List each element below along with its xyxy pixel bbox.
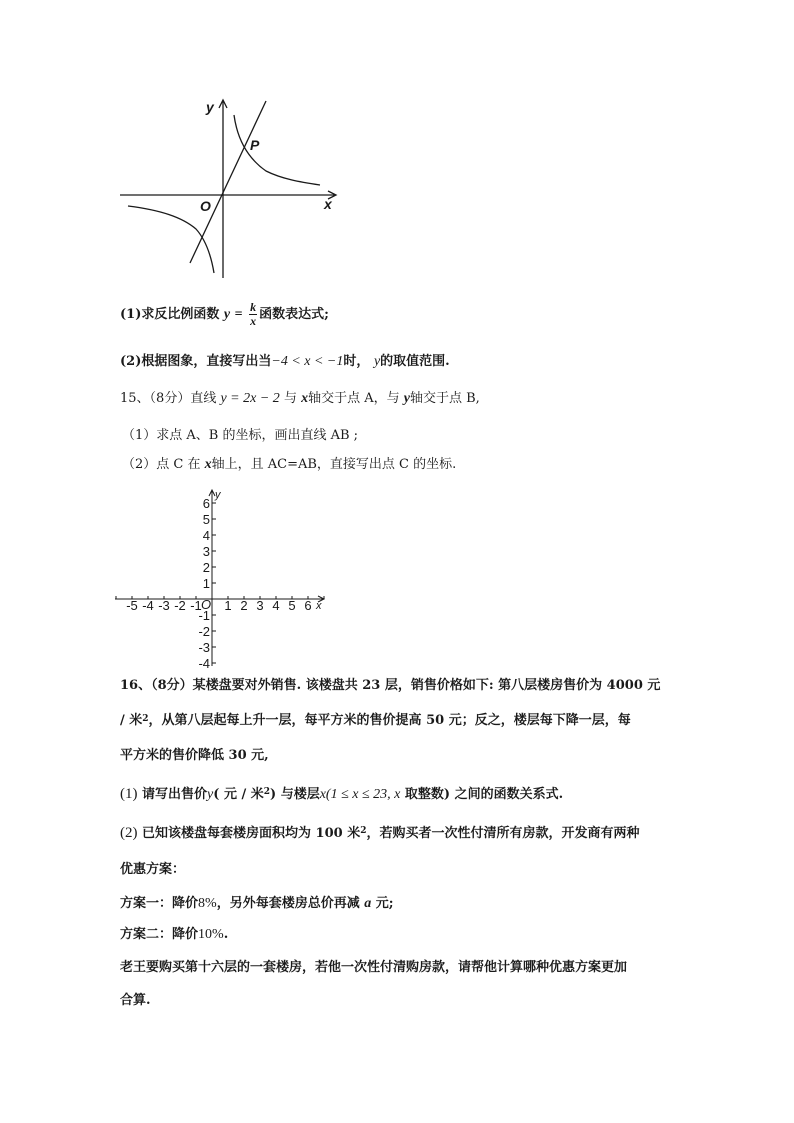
x-tick-label: -3 <box>158 598 170 613</box>
q14-part2-num: (2) <box>120 354 142 369</box>
q14-part1-text-after: 函数表达式; <box>259 307 329 322</box>
q14-part1 <box>120 300 329 330</box>
q16-part1-sup: 2 <box>263 787 271 797</box>
q16-part2-num: (2) <box>120 825 138 841</box>
y-tick-label: 3 <box>202 544 210 559</box>
q14-part1-y: y <box>223 307 231 322</box>
grid-x-label: x <box>316 600 322 612</box>
q16-line3-text: 平方米的售价降低 30 元, <box>120 748 269 763</box>
x-tick-label: 3 <box>256 598 264 613</box>
q16-part1-domain: x(1 ≤ x ≤ 23, x <box>319 787 401 802</box>
figure-inverse-function <box>120 95 345 280</box>
q15-part1 <box>122 428 358 444</box>
q14-part2-y: y <box>373 354 381 369</box>
q15-part2-before: （2）点 C 在 <box>122 457 201 472</box>
q16-closing-line1 <box>120 960 627 976</box>
y-tick-label: 1 <box>202 576 210 591</box>
q16-plan1-var: a <box>364 896 372 911</box>
figure-coordinate-plane <box>115 485 335 668</box>
q16-line3 <box>120 748 269 764</box>
q16-plan1 <box>120 896 394 912</box>
q14-fraction-num: k <box>250 300 257 314</box>
y-tick-label: -2 <box>198 624 210 639</box>
q16-part2-b: ，若购买者一次性付清所有房款，开发商有两种 <box>366 826 640 841</box>
q15-stem-mid1: 与 <box>283 391 297 406</box>
q16-part1-e: 取整数) 之间的函数关系式. <box>404 787 564 802</box>
y-tick-label: 2 <box>202 560 210 575</box>
x-tick-label: 4 <box>272 598 280 613</box>
q15-part2 <box>122 457 456 473</box>
x-tick-label: 5 <box>288 598 296 613</box>
x-tick-label: 2 <box>240 598 248 613</box>
q16-part2-line2 <box>120 862 185 878</box>
grid-y-label: y <box>215 489 221 501</box>
q16-line2-sup: 2 <box>142 714 149 724</box>
q16-plan2 <box>120 927 228 943</box>
figure1-y-label: y <box>206 99 214 115</box>
figure1-x-label: x <box>324 196 332 212</box>
q16-line1-text: 16、（8分）某楼盘要对外销售. 该楼盘共 23 层，销售价格如下: 第八层楼房售价为 4000 元 <box>120 678 661 693</box>
q16-part1-y: y <box>207 787 214 802</box>
q14-part2-text-mid: 时， <box>343 354 370 369</box>
figure1-point-label: P <box>250 137 260 153</box>
q16-part2-a: 已知该楼盘每套楼房面积均为 100 米 <box>142 826 361 841</box>
q16-plan2-pct: 10% <box>198 927 224 942</box>
x-tick-label: 6 <box>304 598 312 613</box>
q15-part2-x: x <box>204 457 212 472</box>
hyperbola-branch-q1 <box>234 115 320 185</box>
q14-part2-text-before: 根据图象，直接写出当 <box>141 354 272 369</box>
q14-part2-text-after: 的取值范围. <box>380 354 450 369</box>
y-tick-label: -4 <box>198 656 210 668</box>
y-tick-label: 6 <box>202 496 210 511</box>
q16-part2 <box>120 825 640 842</box>
q15-stem <box>120 391 480 407</box>
direct-proportion-line <box>190 101 266 263</box>
y-tick-label: 4 <box>202 528 210 543</box>
q15-stem-mid3: 轴交于点 B, <box>409 391 480 406</box>
q15-part1-text: （1）求点 A、B 的坐标，画出直线 AB ; <box>122 428 359 443</box>
q14-part1-text-before: 求反比例函数 <box>141 307 220 322</box>
q16-part1-a: 请写出售价 <box>142 787 208 802</box>
q16-line2-a: / 米 <box>120 713 143 728</box>
q14-part1-num: (1) <box>120 307 142 322</box>
q16-line2-b: ，从第八层起每上升一层，每平方米的售价提高 50 元；反之，楼层每下降一层，每 <box>148 713 631 728</box>
q15-part2-after: 轴上，且 AC=AB，直接写出点 C 的坐标. <box>211 457 457 472</box>
q16-part1-b: ( 元 / 米 <box>213 787 264 802</box>
q14-part1-eq: = <box>234 307 243 322</box>
x-tick-label: -1 <box>190 598 202 613</box>
x-tick-label: 1 <box>224 598 232 613</box>
q16-part2-line2-text: 优惠方案： <box>120 862 186 877</box>
y-tick-label: -1 <box>198 608 210 623</box>
q16-plan1-b: ，另外每套楼房总价再减 <box>216 896 360 911</box>
q15-x: x <box>301 391 309 406</box>
q15-stem-prefix: 15、（8分）直线 <box>120 391 217 406</box>
q14-part2 <box>120 354 450 370</box>
y-tick-label: 5 <box>202 512 210 527</box>
q14-fraction <box>249 301 257 328</box>
q16-part2-sup: 2 <box>360 826 367 836</box>
q16-closing-line2-text: 合算. <box>120 993 151 1008</box>
q15-equation: y = 2x − 2 <box>220 391 280 406</box>
x-tick-label: -4 <box>142 598 154 613</box>
q15-y: y <box>403 391 410 406</box>
q16-part1-c: ) 与楼层 <box>270 787 320 802</box>
x-tick-label: -2 <box>174 598 186 613</box>
q16-closing-line1-text: 老王要购买第十六层的一套楼房，若他一次性付清购房款，请帮他计算哪种优惠方案更加 <box>120 960 628 975</box>
q16-part1-num: (1) <box>120 786 138 802</box>
q15-stem-mid2: 轴交于点 A，与 <box>308 391 400 406</box>
q16-line1 <box>120 678 660 694</box>
q16-plan2-b: . <box>223 927 229 942</box>
figure1-origin-label: O <box>200 198 211 214</box>
q14-fraction-den: x <box>250 314 257 328</box>
q14-part2-inequality: −4 < x < −1 <box>271 354 344 369</box>
grid-origin-label: O <box>201 597 212 612</box>
q16-line2 <box>120 713 631 729</box>
q16-plan1-c: 元; <box>375 896 394 911</box>
q16-closing-line2 <box>120 993 151 1009</box>
x-tick-label: -5 <box>126 598 138 613</box>
q16-plan2-a: 方案二：降价 <box>120 927 199 942</box>
q16-plan1-a: 方案一：降价 <box>120 896 199 911</box>
q16-part1 <box>120 786 563 803</box>
q16-plan1-pct: 8% <box>198 896 217 911</box>
y-tick-label: -3 <box>198 640 210 655</box>
